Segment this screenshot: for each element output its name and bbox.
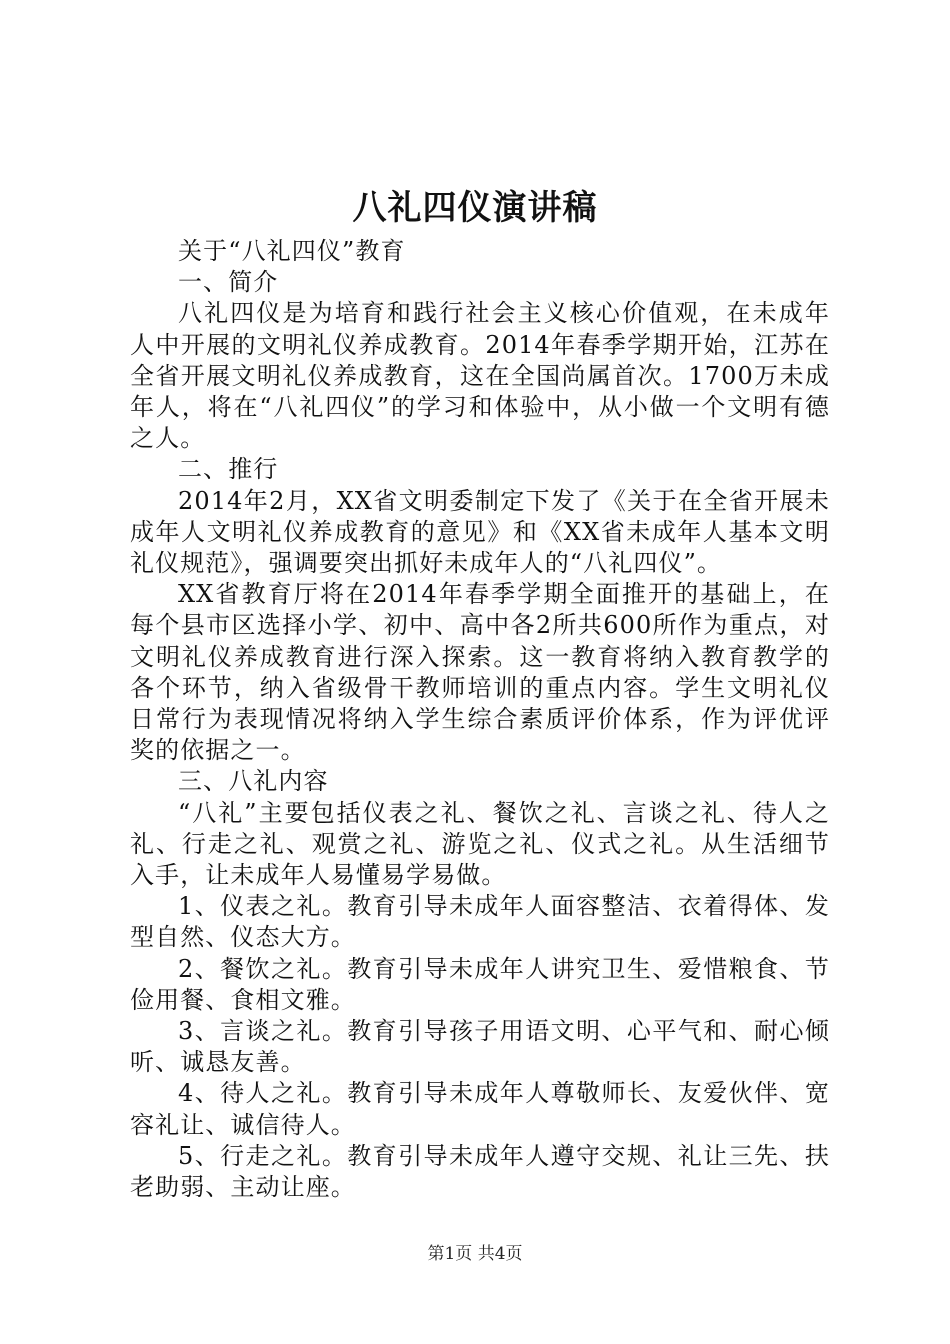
section-heading-promotion: 二、推行: [178, 455, 279, 484]
document-title: 八礼四仪演讲稿: [352, 188, 598, 228]
paragraph-promotion-2: XX省教育厅将在2014年春季学期全面推开的基础上，在每个县市区选择小学、初中、高中各2所共600所作为重点，对文明礼仪养成教育进行深入探索。这一教育将纳入教育教学的各个环节，纳入省级骨干教师培训的重点内容。学生文明礼仪日常行为表现情况将纳入学生综合素质评价体系，作为评优评奖的依据之一。: [130, 580, 830, 765]
intro-heading: 关于“八礼四仪”教育: [178, 237, 406, 265]
document-body: [130, 236, 830, 1203]
list-item-walking: 5、行走之礼。教育引导未成年人遵守交规、礼让三先、扶老助弱、主动让座。: [130, 1141, 830, 1202]
paragraph-eight-rites: “八礼”主要包括仪表之礼、餐饮之礼、言谈之礼、待人之礼、行走之礼、观赏之礼、游览之礼、仪式之礼。从生活细节入手，让未成年人易懂易学易做。: [130, 798, 830, 890]
list-item-treating-others: 4、待人之礼。教育引导未成年人尊敬师长、友爱伙伴、宽容礼让、诚信待人。: [130, 1079, 830, 1139]
page-footer: 第1页 共4页: [427, 1244, 523, 1264]
section-heading-eight-rites: 三、八礼内容: [178, 767, 329, 796]
paragraph-intro: 八礼四仪是为培育和践行社会主义核心价值观，在未成年人中开展的文明礼仪养成教育。2014年春季学期开始，江苏在全省开展文明礼仪养成教育，这在全国尚属首次。1700万未成年人，将在“八礼四仪”的学习和体验中，从小做一个文明有德之人。: [130, 299, 830, 453]
paragraph-promotion-1: 2014年2月，XX省文明委制定下发了《关于在全省开展未成年人文明礼仪养成教育的意见》和《XX省未成年人基本文明礼仪规范》，强调要突出抓好未成年人的“八礼四仪”。: [130, 486, 830, 578]
section-heading-intro: 一、简介: [178, 268, 279, 297]
list-item-dining: 2、餐饮之礼。教育引导未成年人讲究卫生、爱惜粮食、节俭用餐、食相文雅。: [130, 954, 830, 1014]
list-item-speech: 3、言谈之礼。教育引导孩子用语文明、心平气和、耐心倾听、诚恳友善。: [130, 1017, 830, 1077]
list-item-appearance: 1、仪表之礼。教育引导未成年人面容整洁、衣着得体、发型自然、仪态大方。: [130, 892, 830, 952]
